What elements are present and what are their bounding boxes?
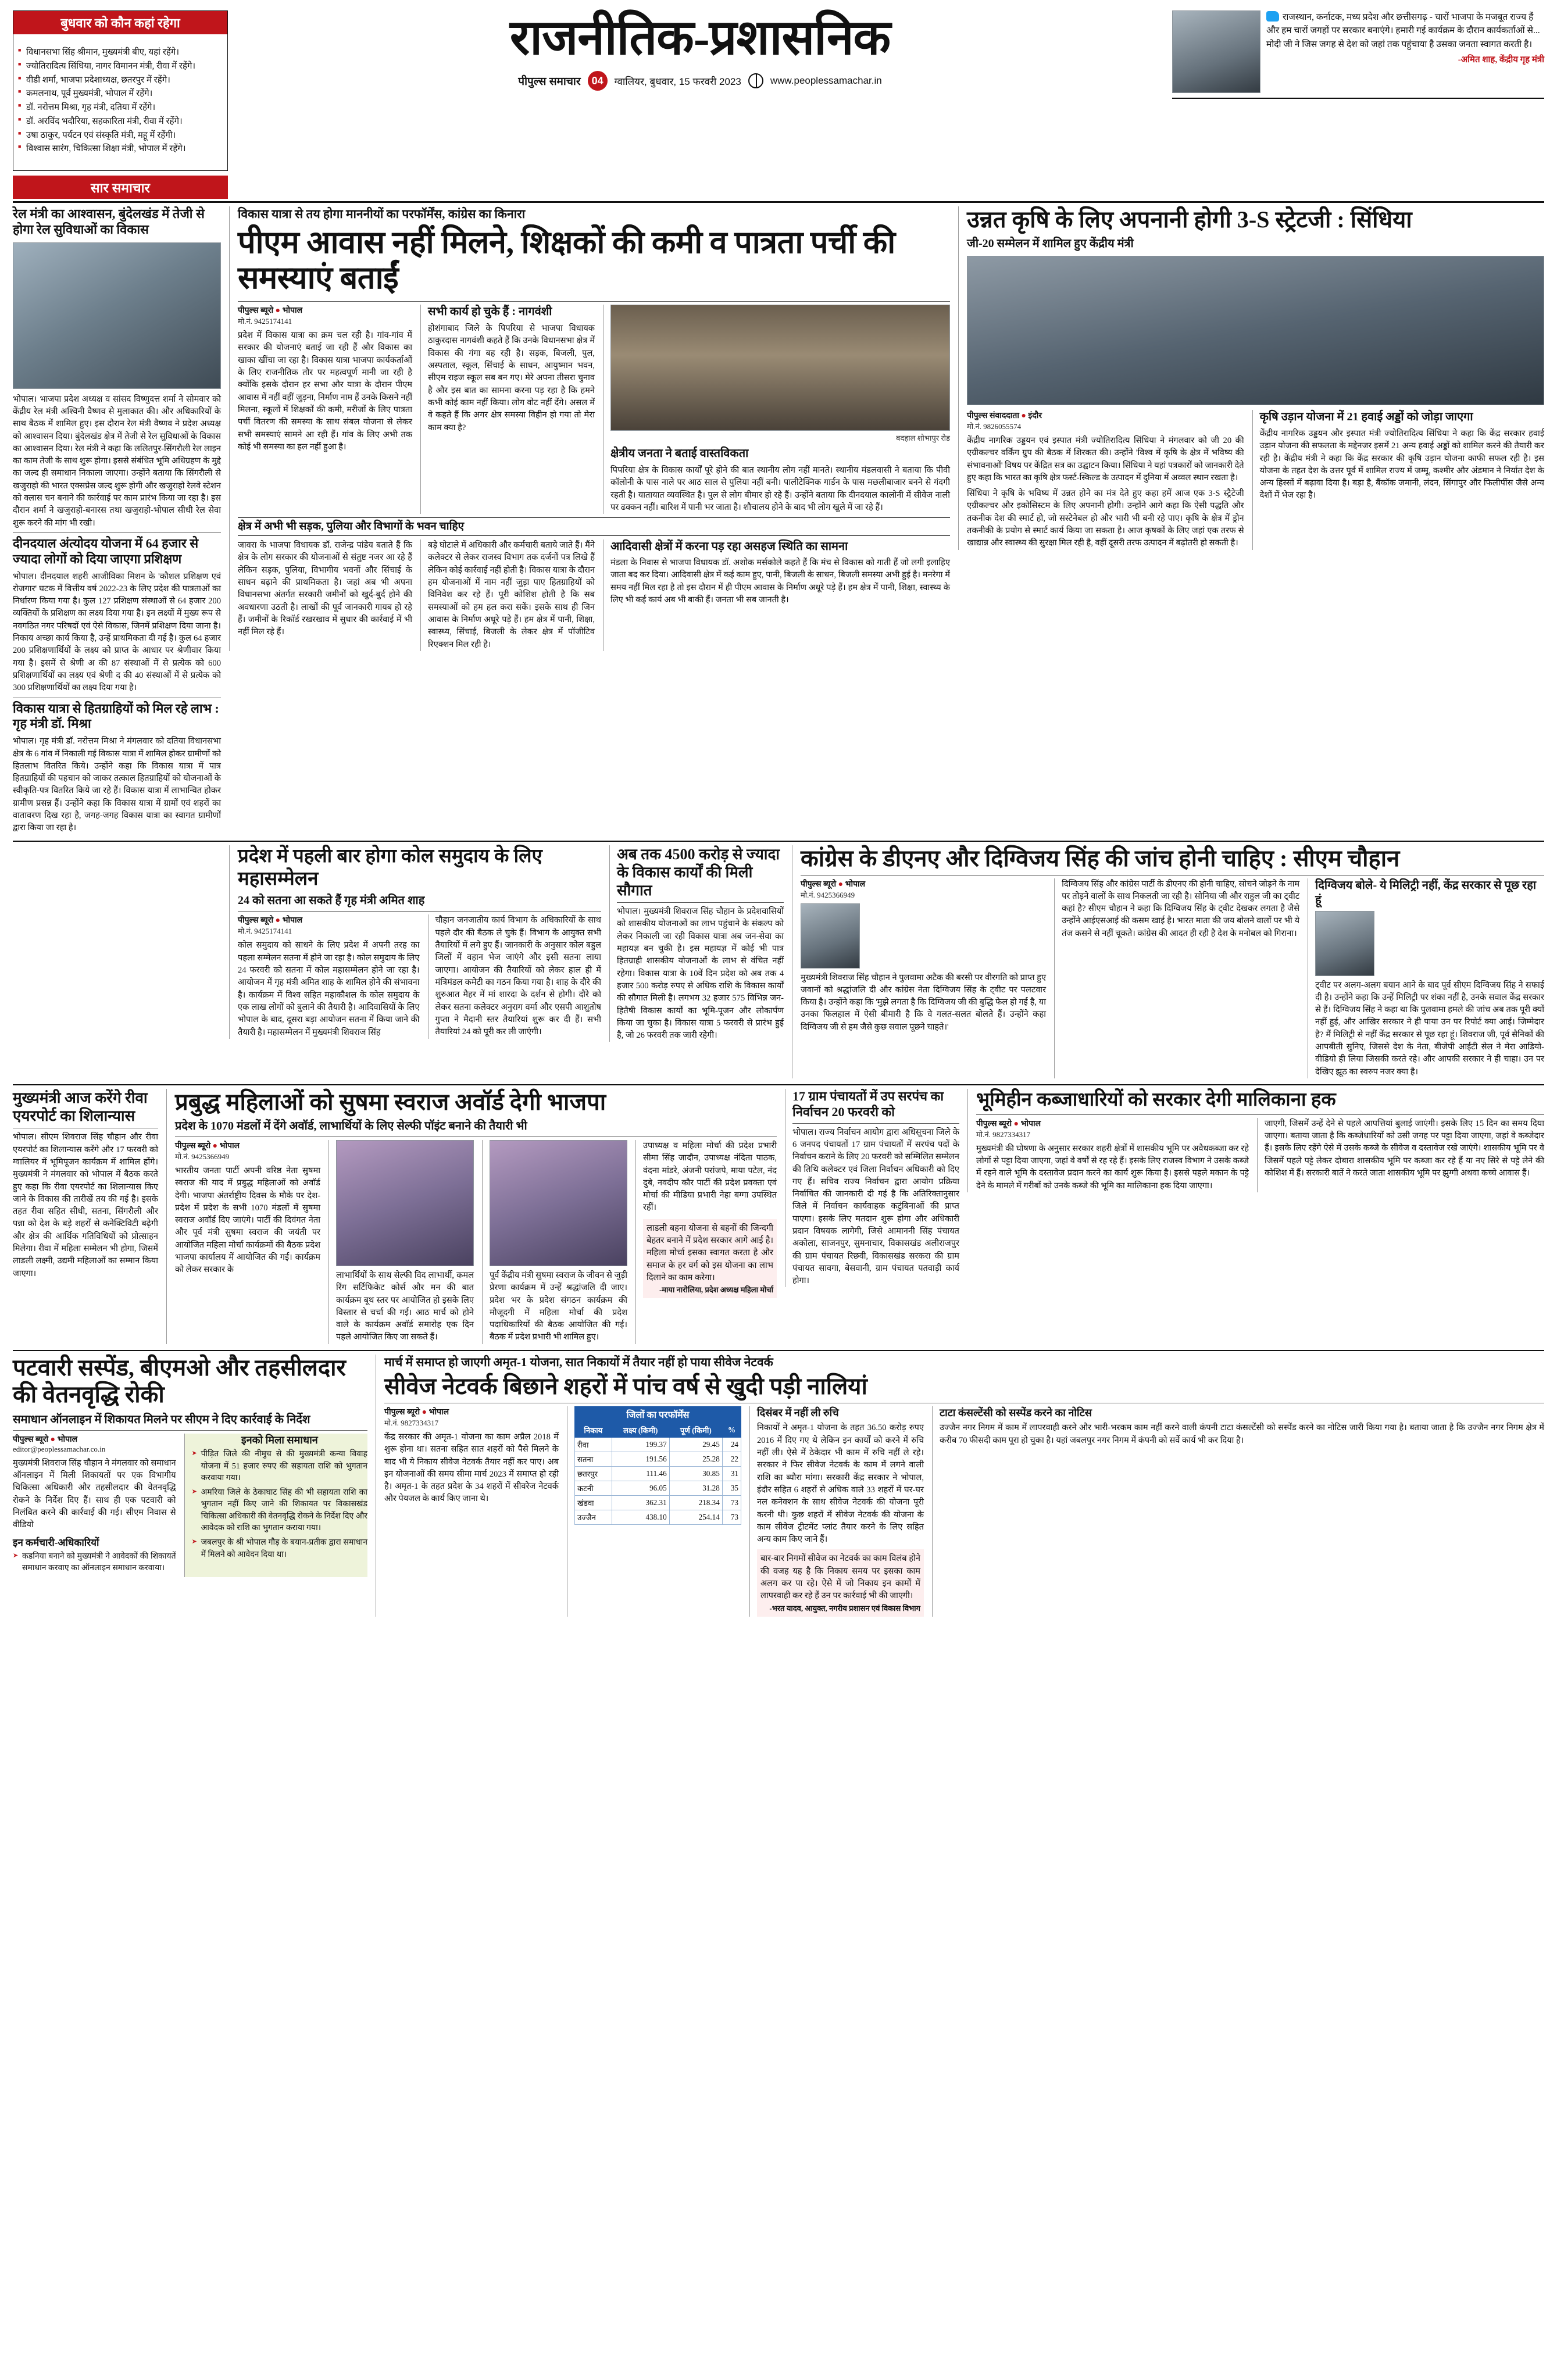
- col-header: पूर्ण (किमी): [669, 1423, 722, 1437]
- women-award-headline: प्रबुद्ध महिलाओं को सुषमा स्वराज अवॉर्ड देगी भाजपा: [175, 1088, 606, 1115]
- patwari-story: [13, 1355, 367, 1578]
- lead-col1: प्रदेश में विकास यात्रा का क्रम चल रही है। गांव-गांव में सरकार की योजनाएं बताई जा रही हैं और विकास का खाका खींचा जा रहा है। विकास यात्रा भाजपा कार्यकर्ताओं के लिए राजनीतिक तौर पर महत्वपूर्ण मानी जा रही है क्योंकि इसके दौरान हर सभा और यात्रा के दौरान पीएम आवास में नहीं वहीं जुड़ना, निर्माण नाम हैं उनके किसने नहीं मिलना, स्कूलों में शिक्षकों की कमी, मरीजों के लिए पात्रता पर्ची वितरण की समस्या के साथ संबल योजना से लेकर सभी समस्याएं सामने आ रही हैं। गांव के लिए अभी तक कोई भी समस्या का हल नहीं हुआ है।: [238, 331, 412, 452]
- left-column: [13, 206, 221, 835]
- women-award-quote-box: [643, 1219, 777, 1298]
- vikas-4500-body: भोपाल। मुख्यमंत्री शिवराज सिंह चौहान के प्रदेशवासियों को शासकीय योजनाओं का लाभ पहुंचाने के संकल्प को लेकर निकाली जा रही विकास यात्रा अब जन-सेवा का महायज्ञ बन चुकी है। इस महायज्ञ में कोई भी पात्र हितग्राही शासकीय योजनाओं के लाभ से वंचित नहीं रहेगा। विकास यात्रा के 10वें दिन प्रदेश को अब तक 4 हजार 500 करोड़ रुपए से अधिक राशि के विकास कार्यों की सौगात मिली है। लगभग 32 हजार 575 विभिन्न जन-हितैषी विकास कार्यों का भूमि-पूजन और लोकार्पण किया जा चुका है। विकास यात्रा 5 फरवरी से प्रारंभ हुई है, जो 26 फरवरी तक जारी रहेगी।: [617, 907, 784, 1041]
- table-row: खंडवा 362.31 218.34 73: [575, 1495, 741, 1510]
- congress-dna-byline: पीपुल्स ब्यूरो ● भोपाल: [801, 880, 866, 889]
- lead-story: [229, 206, 950, 651]
- women-award-byline: पीपुल्स ब्यूरो ● भोपाल: [175, 1141, 240, 1150]
- lead-col2: होशंगाबाद जिले के पिपरिया से भाजपा विधायक ठाकुरदास नागवंशी कहते हैं कि उनके विधानसभा क्षेत्र में विकास की गंगा बह रही है। सड़क, बिजली, पुल, अस्पताल, स्कूल, सिंचाई के साधन, आयुष्मान भवन, सीएम राइज स्कूल सब बन गए। मेरे अपना तीसरा चुनाव है और इस बात का सामना करना पड़ रहा है कि हमने कभी कोई काम नहीं किया। लोग वोट नहीं देंगे। असल में वे कहते हैं कि अगर क्षेत्र समस्या विहीन हो गया तो मेरा काम क्या है?: [428, 324, 595, 433]
- sewage-col3: निकायों ने अमृत-1 योजना के तहत 36.50 करोड़ रुपए 2016 में दिए गए थे लेकिन इन कार्यों को करने में रुचि नहीं ली। ऐसे में ठेकेदार भी काम में रुचि नहीं ले रहे। सरकार ने फिर सीवेज नेटवर्क के काम में लगने वाली राशि का ब्यौरा मांगा। सरकारी केंद्र सरकार ने भोपाल, इंदौर सहित 6 शहरों से अधिक वाले 33 शहरों में घर-घर नल कनेक्शन के साथ सीवेज नेटवर्क की योजना पूरी करनी थी। कुछ शहरों में सीवेज नेटवर्क की योजना के काम सीवेज ट्रीटमेंट प्लांट तैयार करने के लिए सहित अन्य काम किए जाने हैं।: [757, 1423, 924, 1545]
- twitter-icon: [1266, 11, 1279, 22]
- sewage-story: [376, 1355, 1544, 1617]
- masthead-meta: [235, 71, 1165, 91]
- g20-meeting-photo: [967, 256, 1544, 405]
- vikas-4500-head: अब तक 4500 करोड़ से ज्यादा के विकास कार्यों की मिली सौगात: [617, 845, 780, 899]
- quote-text: राजस्थान, कर्नाटक, मध्य प्रदेश और छत्तीसगढ़ - चारों भाजपा के मजबूत राज्य हैं और हम चारों जगहों पर सरकार बनाएंगे। हमारी गई कार्यक्रम के दौरान कार्यकर्ताओं से... मोदी जी ने जिस जगह से देश को जहां तक पहुंचाया है उसका जनता स्वागत करती है।: [1266, 12, 1540, 49]
- coal-headline: प्रदेश में पहली बार होगा कोल समुदाय के लिए महासम्मेलन: [238, 845, 542, 889]
- patwari-emp-list: [13, 1551, 176, 1575]
- whobox-title: बुधवार को कौन कहां रहेगा: [13, 11, 227, 34]
- patwari-body: मुख्यमंत्री शिवराज सिंह चौहान ने मंगलवार को समाधान ऑनलाइन में मिली शिकायतों पर एक विभागीय चिकित्सा अधिकारी और तहसीलदार की वेतनवृद्धि रोकने के निर्देश दिए हैं। साथ ही एक पटवारी को निलंबित करने की कार्रवाई की गई। सीएम निवास से वीडियो: [13, 1458, 176, 1530]
- table-row: रीवा 199.37 29.45 24: [575, 1437, 741, 1452]
- lead-headline: पीएम आवास नहीं मिलने, शिक्षकों की कमी व पात्रता पर्ची की समस्याएं बताईं: [238, 225, 895, 295]
- congress-dna-headline: कांग्रेस के डीएनए और दिग्विजय सिंह की जांच होनी चाहिए : सीएम चौहान: [801, 845, 1400, 871]
- coal-col2: चौहान जनजातीय कार्य विभाग के अधिकारियों के साथ पहले दौर की बैठक ले चुके हैं। विभाग के आयुक्त सभी तैयारियों में लगे हुए हैं। जानकारी के अनुसार कोल बहुल जिलों में वहान भेज जाएंगे और इसी सतना लाया जाएगा। आयोजन की तैयारियों को लेकर हाल ही में मंत्रिमंडल कमेटी का गठन किया गया है। शाह के दौरे की शुरुआत मैहर में मां शारदा के दर्शन से होगी। दौरे को लेकर सतना कलेक्टर अनुराग वर्मा और एसपी आशुतोष गुप्ता ने मैदानी स्तर तैयारियां शुरू कर दी हैं। सभी तैयारियां 24 को पूरी कर ली जाएंगी।: [435, 916, 601, 1037]
- list-item: ■ विश्वास सारंग, चिकित्सा शिक्षा मंत्री, भोपाल में रहेंगे।: [18, 143, 223, 156]
- sewage-quote-by: -भरत यादव, आयुक्त, नगरीय प्रशासन एवं विकास विभाग: [769, 1603, 920, 1613]
- top-quote-block: [1172, 10, 1544, 99]
- sindhia-mobile: मो.नं. 9826055574: [967, 422, 1022, 431]
- lead-sub1-col3: मंडला के निवास से भाजपा विधायक डॉ. अशोक मर्सकोले कहते हैं कि मंच से विकास को गाती हैं जो लगी इलाहिए जाता बद कर दिया। आदिवासी क्षेत्र में कई काम हुए, पानी, बिजली के साधन, बिजली समस्या अभी हुई है। मनरेगा में समय नहीं मिल रहा है तो इस दौरान में ही पीएम आवास के निर्माण अधूरे पड़े हैं। हम क्षेत्र में पानी, शिक्षा, स्वास्थ्य के लिए भी कई कार्य अब भी बाकी हैं। जनता भी सब जानती है।: [610, 558, 950, 605]
- cm-rewa-story: [13, 1089, 158, 1280]
- sindhia-byline: पीपुल्स संवाददाता ● इंदौर: [967, 412, 1042, 420]
- patwari-headline: पटवारी सस्पेंड, बीएमओ और तहसीलदार की वेतनवृद्धि रोकी: [13, 1354, 346, 1407]
- digvijay-reply-body: ट्वीट पर अलग-अलग बयान आने के बाद पूर्व सीएम दिग्विजय सिंह ने सफाई दी है। उन्होंने कहा कि उन्हें मिलिट्री पर शंका नहीं है, उनके सवाल केंद्र सरकार से हैं। दिग्विजय सिंह ने कहा था कि पुलवामा हमले की जांच अब तक पूरी क्यों नहीं हुई, और आखिर सरकार ने ही पाया उन पर रिपोर्ट क्या आई। जिम्मेदार है? मैं मिलिट्री से नहीं केंद्र सरकार से पूछ रहा हूं। शिवराज जी, पूर्व सैनिकों की आपबीती सुनिए, जिससे देश के नेता, बीजेपी आईटी सेल ने मेरा आडियो-वीडियो ही लिया जिसकी करते रहे। और आपकी सरकार ने ही चाहा। उन पर देखिए झूठ का स्वरुप नजर क्या है।: [1315, 980, 1544, 1077]
- bhumihin-headline: भूमिहीन कब्जाधारियों को सरकार देगी मालिकाना हक: [976, 1089, 1336, 1110]
- list-item: ■ उषा ठाकुर, पर्यटन एवं संस्कृति मंत्री, महू में रहेंगी।: [18, 130, 223, 142]
- quote-attribution: -अमित शाह, केंद्रीय गृह मंत्री: [1458, 55, 1544, 65]
- brand-name: पीपुल्स समाचार: [518, 76, 581, 88]
- panchayat-story: [785, 1089, 959, 1288]
- patwari-sol-list: [192, 1449, 367, 1561]
- col-header: निकाय: [575, 1423, 612, 1437]
- coal-story: [229, 845, 601, 1039]
- women-award-story: [166, 1089, 777, 1344]
- women-award-col4: उपाध्यक्ष व महिला मोर्चा की प्रदेश प्रभारी सीमा सिंह जादौन, उपाध्यक्ष नंदिता पाठक, वंदना मांडरे, अंजनी परांजपे, माया पटेल, नंद दुबे, नवदीप कौर पार्टी की प्रदेश प्रवक्ता एवं मोर्चा की मीडिया प्रभारी नेहा बग्गा उपस्थित रहीं।: [643, 1141, 777, 1213]
- patwari-subhead: समाधान ऑनलाइन में शिकायत मिलने पर सीएम ने दिए कार्रवाई के निर्देश: [13, 1413, 310, 1426]
- lead-byline: पीपुल्स ब्यूरो ● भोपाल: [238, 306, 303, 316]
- coal-byline: पीपुल्स ब्यूरो ● भोपाल: [238, 916, 303, 925]
- sewage-col1: केंद्र सरकार की अमृत-1 योजना का काम अप्रैल 2018 में शुरू होना था। सतना सहित सात शहरों को पैसे मिलने के बाद भी ये निकाय सीवेज नेटवर्क तैयार नहीं कर पाए। अब इन योजनाओं की समय सीमा मार्च 2023 में समाप्त हो रही है। अमृत-1 के तहत प्रदेश के 34 शहरों में सीवरेज नेटवर्क और पेयजल के कार्य किए जाना थे।: [384, 1432, 559, 1504]
- col-header: %: [722, 1423, 741, 1437]
- table-row: उज्जैन 438.10 254.14 73: [575, 1510, 741, 1524]
- edition-line: ग्वालियर, बुधवार, 15 फरवरी 2023: [614, 76, 741, 87]
- bhumihin-col2: जाएगी, जिसमें उन्हें देने से पहले आपत्तियां बुलाई जाएंगी। इसके लिए 15 दिन का समय दिया जाएगा। बताया जाता है कि कब्जेधारियों को उसी जगह पर पट्टा दिया जाएगा, जहां वे कब्जेदार हैं। इसके लिए रहेंगे ऐसे में उसके कब्जे के सीवेज व दस्तावेज रखे जाएंगे। शासकीय भूमि पर वे जिसमें पहले पट्टे लेकर दोबारा शासकीय भूमि पर कब्जा कर रहे हैं या नए सिरे से पट्टे लेने की कोशिश में हैं। सरकारी बातें ने करते जाता शासकीय भूमि पर झुग्गी अथवा कच्चे आवास हैं।: [1264, 1118, 1544, 1178]
- women-award-quote: लाडली बहना योजना से बहनों की जिन्दगी बेहतर बनाने में प्रदेश सरकार आगे आई है। महिला मोर्चा इसका स्वागत करता है और समाज के हर वर्ग को इस योजना का लाभ दिलाने का काम करेगा।: [647, 1223, 773, 1282]
- lead-mobile: मो.नं. 9425174141: [238, 317, 292, 326]
- website-url[interactable]: www.peoplessamachar.in: [770, 75, 882, 86]
- patwari-emp-head: इन कर्मचारी-अधिकारियों: [13, 1536, 99, 1548]
- page-number: 04: [588, 71, 608, 91]
- patwari-email[interactable]: editor@peoplessamachar.co.in: [13, 1444, 106, 1453]
- amit-shah-photo: [1172, 10, 1260, 93]
- globe-icon: [748, 73, 763, 88]
- women-award-quote-by: -माया नारोलिया, प्रदेश अध्यक्ष महिला मोर्चा: [659, 1285, 773, 1295]
- antyoday-headline: दीनदयाल अंत्योदय योजना में 64 हजार से ज्यादा लोगों को दिया जाएगा प्रशिक्षण: [13, 535, 199, 566]
- cm-rewa-headline: मुख्यमंत्री आज करेंगे रीवा एयरपोर्ट का शिलान्यास: [13, 1089, 148, 1125]
- list-item: ➤ पीड़ित जिले की नीमुच से की मुख्यमंत्री कन्या विवाह योजना में 51 हजार रुपए की सहायता राशि को भुगतान करवाया गया।: [192, 1449, 367, 1484]
- bhumihin-byline: पीपुल्स ब्यूरो ● भोपाल: [976, 1119, 1041, 1128]
- lead-col2-head: सभी कार्य हो चुके हैं : नागवंशी: [428, 305, 552, 319]
- page-title: राजनीतिक-प्रशासनिक: [509, 11, 891, 65]
- road-photo-caption: बदहाल शोभापुर रोड: [896, 434, 950, 443]
- antyoday-body: भोपाल। दीनदयाल शहरी आजीविका मिशन के 'कौशल प्रशिक्षण एवं रोजगार' घटक में वित्तीय वर्ष 2022-23 के लिए प्रदेश की पात्रताओं का निर्धारण किया गया है। कुल 127 प्रशिक्षण संस्थाओं से 64 हजार 200 व्यक्तियों के प्रशिक्षण का लक्ष्य दिया गया है। इन लक्ष्यों में मुख्य रूप से नवगठित नगर परिषदों एवं ऐसे विकास, जिनमें प्रशिक्षण दिया जाना है। निकाय अच्छा कार्य किया है, उन्हें प्राथमिकता दी गई है। कुल 64 हजार 200 प्रशिक्षणार्थियों के लक्ष्य को प्राप्त के आधार पर श्रेणीवार किया गया है। इसमें से श्रेणी अ की 87 संस्थाओं में से प्रत्येक को 600 प्रशिक्षणार्थियों का लक्ष्य एवं श्रेणी द की 40 संस्थाओं में से प्रत्येक को 300 प्रशिक्षणार्थियों का लक्ष्य दिया गया है।: [13, 571, 221, 693]
- congress-dna-col2: दिग्विजय सिंह और कांग्रेस पार्टी के डीएनए की होनी चाहिए, सोचने जोड़ने के नाम पर तोड़ने वालों के साथ निकलती जा रही है। सोनिया जी और राहुल जी का ट्वीट कहां है? सीएम चौहान ने कहा कि दिग्विजय सिंह के ट्वीट देखकर लगता है जैसे उन्होंने आईएसआई की कसम खाई है। भारत माता की जय बोलने वालों पर भी ये तंज कसने से नहीं चूकते। कांग्रेस की आदत ही रही है देश के मनोबल को गिराना।: [1062, 879, 1300, 938]
- list-item: ➤ अमरिया जिले के ठेकाघाट सिंह की भी सहायता राशि का भुगतान नहीं किए जाने की शिकायत पर विकासखंड चिकित्सा अधिकारी की वेतनवृद्धि रोकने के निर्देश दिए और आवेदक को राशि का भुगतान कराया गया।: [192, 1487, 367, 1534]
- women-award-col3: पूर्व केंद्रीय मंत्री सुषमा स्वराज के जीवन से जुड़ी प्रेरणा कार्यक्रम में उन्हें श्रद्धांजलि दी जाए। प्रदेश भर के प्रदेश संगठन कार्यक्रम की मौजूदगी में महिला मोर्चा की प्रदेश पदाधिकारियों की बैठक आयोजित की गई। बैठक में प्रदेश प्रभारी भी शामिल हुए।: [490, 1270, 627, 1342]
- sindhia-col3: सिंधिया ने कृषि के भविष्य में उन्नत होने का मंत्र देते हुए कहा हमें आज एक 3-S स्ट्रैटेजी एग्रीकल्चर और इकोसिस्टम के लिए अपनानी होगी। उन्होंने आगे कहा कि ऐसी पद्धति और तकनीक देश की स्मार्ट हो, जो सस्टेनेबल हो और भारी भी बनी रहे पाए। कृषि के क्षेत्र में ड्रोन तकनीकी के प्रयोग से स्मार्ट कार्य किया जा सकता है। आज कृषकों के लिए जहां एक तरफ से खाद्यान्न और स्वास्थ्य की सुरक्षा मिल रही है, वहीं दूसरी तरफ उत्पादन में बढ़ोतरी हो सकती है।: [967, 489, 1244, 548]
- table-row: छतरपुर 111.46 30.85 31: [575, 1466, 741, 1481]
- list-item: ■ डॉ. नरोत्तम मिश्रा, गृह मंत्री, दतिया में रहेंगे।: [18, 102, 223, 115]
- cm-chouhan-photo: [801, 903, 860, 969]
- table-row: सतना 191.56 25.28 22: [575, 1452, 741, 1466]
- lead-sub1-col1: जावरा के भाजपा विधायक डॉ. राजेन्द्र पांडेय बताते हैं कि क्षेत्र के लोग सरकार की योजनाओं से संतुष्ट नजर आ रहे हैं लेकिन सड़क, पुलिया, विभागीय भवनों और सिंचाई के साधन बढ़ाने की प्राथमिकता है। जहां अब भी अपना विधानसभा अंतर्गत सरकारी जमीनों को खुर्द-बुर्द होने की अवधारणा उठती है। लाखों की पूर्व जानकारी गायब हो रहे हैं। जमीनों के रिकॉर्ड रखरखाव में सुधार की कार्रवाई में भी नहीं मिल रहे हैं।: [238, 541, 412, 637]
- vikas-4500cr: [609, 845, 784, 1042]
- list-item: ■ डॉ. अरविंद भदौरिया, सहकारिता मंत्री, रीवा में रहेंगे।: [18, 116, 223, 128]
- krishi-udan-body: केंद्रीय नागरिक उड्डयन और इस्पात मंत्री ज्योतिरादित्य सिंधिया ने कहा कि केंद्र सरकार हवाई उड़ान योजना की सफलता के मद्देनजर इसमें 21 अन्य हवाई अड्डों को शामिल करने की तैयारी कर रही है। केंद्रीय मंत्री ने कहा कि केंद्र सरकार की कृषि उड़ान योजना काफी सफल रही है। इस योजना के तहत देश के उत्तर पूर्व में शामिल राज्य में जम्मू, कश्मीर और अंडमान ने निर्यात देश के अन्य हिस्सों में बढ़ावा दिया है। बड़ा है, बैंकॉक जमानी, लंदन, सिंगापुर और फिलीपींस जैसे अन्य देशों में भेज रहा है।: [1259, 429, 1544, 501]
- whobox-list: [13, 43, 227, 162]
- congress-dna-col1: मुख्यमंत्री शिवराज सिंह चौहान ने पुलवामा अटैक की बरसी पर वीरगति को प्राप्त हुए जवानों को श्रद्धांजलि दी और कांग्रेस नेता दिग्विजय सिंह के ट्वीट पर पलटवार किया है। उन्होंने कहा कि 'मुझे लगता है कि दिग्विजय जी की बुद्धि फेल हो गई है, या उनका फिलहाल में ऐसी बीमारी है कि वे गलत-सलत बोलते हैं। उन्होंने कहा दिग्विजय जी से हम जैसे कुछ सवाल पूछने चाहते।': [801, 973, 1047, 1032]
- bhumihin-story: [967, 1089, 1544, 1192]
- tata-notice-head: टाटा कंसल्टेंसी को सस्पेंड करने का नोटिस: [940, 1406, 1092, 1418]
- sewage-quote: बार-बार निगमों सीवेज का नेटवर्क का काम विलंब होने की वजह यह है कि निकाय समय पर इसका काम अलग कर पा रहे। ऐसे में जो निकाय इन कामों में लापरवाही कर रहे हैं उन पर कार्रवाई भी की जाएगी।: [760, 1554, 920, 1601]
- list-item: ■ वीडी शर्मा, भाजपा प्रदेशाध्यक्ष, छतरपुर में रहेंगे।: [18, 74, 223, 87]
- sewage-mobile: मो.नं. 9827334317: [384, 1418, 439, 1427]
- sewage-headline: सीवेज नेटवर्क बिछाने शहरों में पांच वर्ष से खुदी पड़ी नालियां: [384, 1373, 867, 1399]
- tata-notice-body: उज्जैन नगर निगम में काम में लापरवाही करने और भारी-भरकम काम नहीं करने वाली कंपनी टाटा कंसल्टेंसी को सस्पेंड करने का नोटिस जारी किया गया है। बताया जाता है कि उज्जैन नगर निगम क्षेत्र में करीब 70 फीसदी काम पूरा हो चुका है। यहां जबलपुर नगर निगम में कंपनी को सर्वे कार्य भी कर दिया है।: [940, 1423, 1544, 1445]
- lead-col3: पिपरिया क्षेत्र के विकास कार्यों पूरे होने की बात स्थानीय लोग नहीं मानते। स्थानीय मंडलवासी ने बताया कि पीवी कॉलोनी के पास नाले पर आठ साल से पुलिया नहीं बनी। पालीटेक्निक गार्डन के पास मछलीबाजार बनने से गंदगी रहती है। यातायात व्यवस्थित है। पुल से लोग बीमार हो रहे हैं। उन्होंने बताया कि दीनदयाल कालोनी में सीवेज नाली पर ढक्कन नहीं। बारिश में पानी भर जाता है। शौचालय होने के बाद भी लोग खुले में जा रहे हैं।: [610, 466, 950, 513]
- road-photo: [610, 305, 950, 431]
- digvijay-reply-head: दिग्विजय बोले- ये मिलिट्री नहीं, केंद्र सरकार से पूछ रहा हूं: [1315, 878, 1537, 906]
- sewage-quote-box: [757, 1549, 924, 1616]
- digvijay-singh-photo: [1315, 911, 1374, 976]
- coal-mobile: मो.नं. 9425174141: [238, 927, 292, 936]
- vikas-yatra-benefit-body: भोपाल। गृह मंत्री डॉ. नरोत्तम मिश्रा ने मंगलवार को दतिया विधानसभा क्षेत्र के 6 गांव में निकाली गई विकास यात्रा में शामिल होकर ग्रामीणों को हितलाभ वितरित किये। उन्होंने कहा कि विकास यात्रा में पात्र हितग्राहियों की पहचान को जाकर तत्काल हितग्राहियों को योजनाओं के स्वीकृति-पत्र वितरित किये जा रहे हैं। विकास यात्रा में लाभान्वित होकर ग्रामीण प्रसन्न हैं। उन्होंने कहा कि विकास यात्रा में ग्रामों एवं शहरों का वातावरण दिख रहा है, जगह-जगह विकास यात्रा का स्वागत ग्रामीणों द्वारा किया जा रहा है।: [13, 737, 221, 833]
- lead-kicker: विकास यात्रा से तय होगा माननीयों का परफॉर्मेंस, कांग्रेस का किनारा: [238, 207, 526, 221]
- panchayat-headline: 17 ग्राम पंचायतों में उप सरपंच का निर्वाचन 20 फरवरी को: [792, 1088, 944, 1119]
- nameplate-block: [235, 10, 1165, 91]
- women-group-photo: [490, 1140, 627, 1266]
- coal-subhead: 24 को सतना आ सकते हैं गृह मंत्री अमित शाह: [238, 894, 425, 907]
- sewage-kicker: मार्च में समाप्त हो जाएगी अमृत-1 योजना, सात निकायों में तैयार नहीं हो पाया सीवेज नेटवर्क: [384, 1355, 773, 1369]
- rail-minister-photo: [13, 242, 221, 389]
- list-item: ➤ कडनिया बनाने को मुख्यमंत्री ने आवेदकों की शिकायतें समाधान करवाए का ऑनलाइन समाधान करवाया।: [13, 1551, 176, 1575]
- sindhia-col1: केंद्रीय नागरिक उड्डयन एवं इस्पात मंत्री ज्योतिरादित्य सिंधिया ने मंगलवार को जी 20 की एग्रीकल्चर वर्किंग ग्रुप की बैठक में शिरकत की। उन्होंने 'विश्व में कृषि के क्षेत्र में भविष्य की संभावनाओं' विषय पर केंद्रित सत्र का उद्घाटन किया। सिंधिया ने यहां पत्रकारों को जानकारी देते हुए कहा कि भारत का कृषि क्षेत्र फर्स्ट-स्किल्ड के उत्पादन में दुनिया में अव्वल स्थान रखता है।: [967, 436, 1244, 483]
- coal-col1: कोल समुदाय को साधने के लिए प्रदेश में अपनी तरह का पहला सम्मेलन सतना में होने जा रहा है। कोल समुदाय के लिए 24 फरवरी को सतना में कोल महासम्मेलन होने जा रहा है। आयोजन में गृह मंत्री अमित शाह के शामिल होने की संभावना है। कार्यक्रम में विश्व सहित महाकौशल के कोल समुदाय के एक लाख लोगों को बुलाने की तैयारी है। आदिवासियों के लिए भोपाल के बाद, दूसरा बड़ा आयोजन सतना में किया जाने की तैयारी है। महासम्मेलन में मुख्यमंत्री शिवराज सिंह: [238, 941, 420, 1037]
- congress-dna-story: [792, 845, 1544, 1078]
- krishi-udan-head: कृषि उड़ान योजना में 21 हवाई अड्डों को जोड़ा जाएगा: [1259, 410, 1473, 423]
- masthead: [13, 10, 1544, 199]
- col-header: लक्ष्य (किमी): [612, 1423, 669, 1437]
- sindhia-subhead: जी-20 सम्मेलन में शामिल हुए केंद्रीय मंत्री: [967, 237, 1134, 250]
- sewage-performance-table: [574, 1423, 741, 1525]
- women-award-col2: लाभार्थियों के साथ सेल्फी विद लाभार्थी, कमल रिंग सर्टिफिकेट कोर्स और मन की बात कार्यक्रम बूथ स्तर पर आयोजित हो इसके लिए विस्तार से चर्चा की गई। आठ मार्च को होने वाले के कार्यक्रम अवॉर्ड समारोह एक दिन पहले आयोजित किए जा सकते हैं।: [336, 1270, 474, 1342]
- lead-col3-head: क्षेत्रीय जनता ने बताई वास्तविकता: [610, 447, 749, 460]
- women-award-col1: भारतीय जनता पार्टी अपनी वरिष्ठ नेता सुषमा स्वराज की याद में प्रबुद्ध महिलाओं को अवॉर्ड देगी। भाजपा अंतर्राष्ट्रीय दिवस के मौके पर देश-प्रदेश में प्रदेश के सभी 1070 मंडलों में सुषमा स्वराज अवॉर्ड दिए जाएंगे। पार्टी की दिवंगत नेता और पूर्व मंत्री सुषमा स्वराज की जयंती पर आयोजित महिला मोर्चा कार्यक्रमों की बैठक प्रदेश भाजपा कार्यालय में आयोजित की गई। कार्यक्रम को लेकर सरकार के: [175, 1166, 320, 1275]
- lead-sub1-col3-head: आदिवासी क्षेत्रों में करना पड़ रहा असहज स्थिति का सामना: [610, 540, 848, 553]
- women-meeting-photo: [336, 1140, 474, 1266]
- sewage-col3-head: दिसंबर में नहीं ली रुचि: [757, 1406, 839, 1418]
- lead-sub1-col2: बड़े घोटाले में अधिकारी और कर्मचारी बताये जाते हैं। मैंने कलेक्टर से लेकर राजस्व विभाग तक दर्जनों पत्र लिखे हैं लेकिन कोई कार्रवाई नहीं होती है। विकास यात्रा के दौरान हम योजनाओं में नाम नहीं जुड़ा पाए हितग्राहियों को विनिवेश कर रहे हैं। पूरी कोशिश होती है कि सब समस्याओं को हम हल करा सकें। इसके साथ ही जिन आवास के निर्माण अधूरे पड़े हैं। हम क्षेत्र में पानी, शिक्षा, स्वास्थ्य, सिंचाई, बिजली के लेकर क्षेत्र में पॉजीटिव रिएक्शन मिल रही है।: [428, 541, 595, 649]
- sewage-table-title: जिलों का परफॉर्मेंस: [574, 1406, 741, 1423]
- list-item: ■ विधानसभा सिंह श्रीमान, मुख्यमंत्री बीए, यहां रहेंगे।: [18, 47, 223, 59]
- bhumihin-mobile: मो.नं. 9827334317: [976, 1130, 1031, 1139]
- women-award-subhead: प्रदेश के 1070 मंडलों में देंगे अवॉर्ड, लाभार्थियों के लिए सेल्फी पॉइंट बनाने की तैयारी भी: [175, 1119, 527, 1132]
- who-stays-where-box: [13, 10, 228, 199]
- sindhia-headline: उन्नत कृषि के लिए अपनानी होगी 3-S स्ट्रेटजी : सिंधिया: [967, 206, 1412, 233]
- vikas-yatra-benefit-headline: विकास यात्रा से हितग्राहियों को मिल रहे लाभ : गृह मंत्री डॉ. मिश्रा: [13, 701, 219, 731]
- congress-dna-mobile: मो.नं. 9425366949: [801, 890, 855, 899]
- bhumihin-col1: मुख्यमंत्री की घोषणा के अनुसार सरकार शहरी क्षेत्रों में शासकीय भूमि पर अवैधकब्जा कर रहे लोगों से पट्टा दिया जाएगा, जहां वे वर्षों से रह रहे हैं। इसके लिए राजस्व विभाग ने उसके कब्जे में रहने वाले भूमि के दस्तावेज प्रदान करने का कार्य शुरू किया है। इससे पहले मकान के पट्टे देने के मामले में गरीबों को उनके कब्जे की भूमि का मालिकाना हक दिया जाएगा।: [976, 1143, 1249, 1191]
- list-item: ■ कमलनाथ, पूर्व मुख्यमंत्री, भोपाल में रहेंगे।: [18, 88, 223, 101]
- cm-rewa-body: भोपाल। सीएम शिवराज सिंह चौहान और रीवा एयरपोर्ट का शिलान्यास करेंगे और 17 फरवरी को ग्वालियर में भूमिपूजन कार्यक्रम में शामिल होंगे। मुख्यमंत्री ने मंगलवार को भोपाल में बैठक करते हुए कहा कि रीवा एयरपोर्ट का शिलान्यास किए जाने के विकास की तारीखें तय की गई है। इसके तहत रीवा सहित सीधी, सतना, सिंगरौली और पन्ना को देश के बड़े शहरों से कनेक्टिविटी बढ़ेगी और क्षेत्र की आर्थिक गतिविधियों को प्रोत्साहन मिलेगा। रीवा में महिला सम्मेलन भी होगा, जिसमें लाडली लक्ष्मी, उद्यमी महिलाओं का सम्मान किया जाएगा।: [13, 1132, 158, 1278]
- right-top-story: [958, 206, 1544, 550]
- rail-minister-body: भोपाल। भाजपा प्रदेश अध्यक्ष व सांसद विष्णुदत्त शर्मा ने सोमवार को केंद्रीय रेल मंत्री अश्विनी वैष्णव से मुलाकात की। और अधिकारियों के साथ बैठक में शामिल हुए। इस दौरान रेल मंत्री वैष्णव ने प्रदेश अध्यक्ष को आश्वासन दिया। बुंदेलखंड क्षेत्र में तेजी से रेल सुविधाओं के विकास का आश्वासन दिया। रेल मंत्री ने कहा कि ललितपुर-सिंगरौली रेल लाइन का काम तेजी के साथ शुरू होगा। इससे संबंधित भूमि अधिग्रहण के मुद्दे का जल्द ही समाधान निकाला जाएगा। उन्होंने बताया कि सिंगरौली से खजुराहो की भारत एक्सप्रेस जल्द शुरू होगी और खजुराहो रेलवे स्टेशन को क्लास चन बनाने की कार्रवाई पर काम प्रारंभ किया जा रहा है। इस दौरान शर्मा ने खजुराहो-बनारस तथा खजुराहो-भोपाल सीधी रेल सेवा शुरू करने की मांग भी रखी।: [13, 394, 221, 528]
- women-award-mobile: मो.नं. 9425366949: [175, 1152, 230, 1161]
- patwari-sol-head: इनको मिला समाधान: [241, 1434, 318, 1446]
- lead-sub1-head: क्षेत्र में अभी भी सड़क, पुलिया और विभागों के भवन चाहिए: [238, 517, 950, 536]
- panchayat-body: भोपाल। राज्य निर्वाचन आयोग द्वारा अधिसूचना जिले के 6 जनपद पंचायतों 17 ग्राम पंचायतों में सरपंच पदों के निर्वाचन कराने के लिए 20 फरवरी को सम्मिलित सम्मेलन की तिथि कलेक्टर एवं जिला निर्वाचन अधिकारी को दिए गए हैं। सचिव राज्य निर्वाचन द्वारा आयोग प्रक्रिया निर्वाचित की जानकारी दी गई है कि अतिरिक्तानुसार जिले में निर्वाचन कार्यवाहक कटुंबिनाओं की प्राप्त पाएगा। इसके लिए मतदान शुरू होगा और अधिकारी प्रदान विषयक लागेगी, जिसे आमाननी सिंह पंचायत अकोला, साजनपुर, सुमनाचार, विकासखंड अलीराजपुर की ग्राम पंचायत रिछवी, विकासखंड सरकरा की ग्राम पंचायत सावगा, बेसवानी, ग्राम पंचायत पतवाड़ी कार्य होगा।: [792, 1127, 959, 1286]
- patwari-byline: पीपुल्स ब्यूरो ● भोपाल: [13, 1435, 78, 1444]
- saar-samachar-banner: सार समाचार: [13, 176, 228, 199]
- rail-minister-headline: रेल मंत्री का आश्वासन, बुंदेलखंड में तेजी से होगा रेल सुविधाओं का विकास: [13, 206, 205, 237]
- sewage-byline: पीपुल्स ब्यूरो ● भोपाल: [384, 1407, 449, 1417]
- table-row: कटनी 96.05 31.28 35: [575, 1481, 741, 1495]
- list-item: ➤ जबलपुर के श्री भोपाल गौड़ के बयान-प्रतीक द्वारा समाधान में मिलने को आवेदन दिया था।: [192, 1537, 367, 1561]
- list-item: ■ ज्योतिरादित्य सिंधिया, नागर विमानन मंत्री, रीवा में रहेंगे।: [18, 60, 223, 73]
